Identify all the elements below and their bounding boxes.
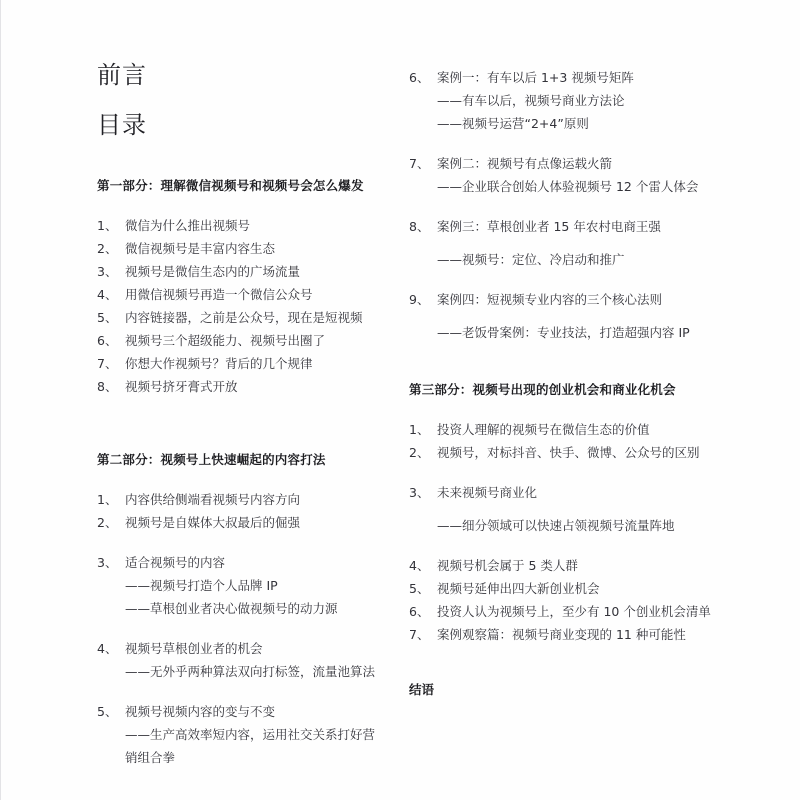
item-text: 案例二：视频号有点像运载火箭 bbox=[437, 156, 613, 171]
item-text: 视频号视频内容的变与不变 bbox=[125, 704, 276, 719]
list-item bbox=[409, 623, 741, 646]
list-item bbox=[409, 481, 741, 504]
item-text: 视频号三个超级能力、视频号出圈了 bbox=[125, 333, 326, 348]
item-number: 7、 bbox=[409, 627, 430, 642]
item-number: 3、 bbox=[409, 485, 430, 500]
list-item bbox=[97, 511, 383, 534]
list-item bbox=[409, 577, 741, 600]
sub-item: ——细分领域可以快速占领视频号流量阵地 bbox=[437, 518, 675, 533]
list-item bbox=[97, 375, 383, 398]
list-item bbox=[409, 215, 741, 238]
item-number: 9、 bbox=[409, 292, 430, 307]
item-number: 8、 bbox=[409, 219, 430, 234]
item-text: 案例四：短视频专业内容的三个核心法则 bbox=[437, 292, 663, 307]
item-text: 视频号挤牙膏式开放 bbox=[125, 379, 238, 394]
sub-item: ——老饭骨案例：专业技法，打造超强内容 IP bbox=[437, 325, 690, 340]
part-two-list bbox=[97, 488, 383, 769]
sub-item: ——草根创业者决心做视频号的动力源 bbox=[125, 601, 338, 616]
item-number: 2、 bbox=[97, 241, 118, 256]
list-item bbox=[409, 288, 741, 311]
item-number: 1、 bbox=[97, 492, 118, 507]
item-number: 5、 bbox=[409, 581, 430, 596]
item-number: 1、 bbox=[409, 422, 430, 437]
part-two-cases-list bbox=[409, 66, 741, 344]
item-text: 微信为什么推出视频号 bbox=[125, 218, 251, 233]
list-item bbox=[409, 554, 741, 577]
item-number: 8、 bbox=[97, 379, 118, 394]
item-text: 视频号是自媒体大叔最后的倔强 bbox=[125, 515, 301, 530]
list-item bbox=[409, 600, 741, 623]
list-item bbox=[97, 214, 383, 237]
list-item bbox=[97, 637, 383, 660]
part-one-list bbox=[97, 214, 383, 398]
item-text: 视频号，对标抖音、快手、微博、公众号的区别 bbox=[437, 445, 700, 460]
item-text: 视频号草根创业者的机会 bbox=[125, 641, 263, 656]
item-number: 4、 bbox=[97, 641, 118, 656]
item-text: 视频号机会属于 5 类人群 bbox=[437, 558, 578, 573]
item-text: 投资人认为视频号上，至少有 10 个创业机会清单 bbox=[437, 604, 711, 619]
part-three-heading: 第三部分：视频号出现的创业机会和商业化机会 bbox=[409, 382, 676, 397]
item-text: 你想大作视频号？背后的几个规律 bbox=[125, 356, 313, 371]
item-number: 4、 bbox=[97, 287, 118, 302]
item-text: 案例一：有车以后 1+3 视频号矩阵 bbox=[437, 70, 634, 85]
right-column bbox=[401, 0, 800, 800]
list-item bbox=[97, 283, 383, 306]
item-number: 4、 bbox=[409, 558, 430, 573]
list-item bbox=[409, 418, 741, 441]
item-number: 6、 bbox=[409, 70, 430, 85]
sub-item: ——视频号打造个人品牌 IP bbox=[125, 578, 278, 593]
item-number: 1、 bbox=[97, 218, 118, 233]
list-item bbox=[409, 152, 741, 175]
sub-item: ——生产高效率短内容，运用社交关系打好营销组合拳 bbox=[125, 727, 376, 765]
item-text: 适合视频号的内容 bbox=[125, 555, 226, 570]
item-number: 3、 bbox=[97, 555, 118, 570]
list-item bbox=[409, 66, 741, 89]
sub-item: ——无外乎两种算法双向打标签，流量池算法 bbox=[125, 664, 376, 679]
item-text: 内容链接器，之前是公众号，现在是短视频 bbox=[125, 310, 363, 325]
sub-item: ——企业联合创始人体验视频号 12 个雷人体会 bbox=[437, 179, 699, 194]
item-number: 7、 bbox=[97, 356, 118, 371]
item-number: 3、 bbox=[97, 264, 118, 279]
item-text: 微信视频号是丰富内容生态 bbox=[125, 241, 276, 256]
list-item bbox=[97, 260, 383, 283]
sub-item: ——有车以后，视频号商业方法论 bbox=[437, 93, 625, 108]
item-text: 案例三：草根创业者 15 年农村电商王强 bbox=[437, 219, 661, 234]
item-number: 5、 bbox=[97, 310, 118, 325]
item-text: 内容供给侧端看视频号内容方向 bbox=[125, 492, 301, 507]
item-number: 7、 bbox=[409, 156, 430, 171]
item-number: 6、 bbox=[409, 604, 430, 619]
item-text: 未来视频号商业化 bbox=[437, 485, 538, 500]
part-two-heading: 第二部分：视频号上快速崛起的内容打法 bbox=[97, 452, 326, 467]
closing-heading: 结语 bbox=[409, 682, 435, 697]
list-item bbox=[97, 488, 383, 511]
item-text: 用微信视频号再造一个微信公众号 bbox=[125, 287, 313, 302]
item-number: 2、 bbox=[409, 445, 430, 460]
list-item bbox=[97, 237, 383, 260]
part-one-heading: 第一部分：理解微信视频号和视频号会怎么爆发 bbox=[97, 178, 364, 193]
list-item bbox=[97, 352, 383, 375]
item-text: 视频号是微信生态内的广场流量 bbox=[125, 264, 301, 279]
sub-item: ——视频号：定位、冷启动和推广 bbox=[437, 252, 625, 267]
toc-heading: 目录 bbox=[97, 111, 147, 139]
list-item bbox=[97, 329, 383, 352]
list-item bbox=[97, 306, 383, 329]
item-text: 投资人理解的视频号在微信生态的价值 bbox=[437, 422, 650, 437]
list-item bbox=[97, 551, 383, 574]
item-text: 案例观察篇：视频号商业变现的 11 种可能性 bbox=[437, 627, 686, 642]
list-item bbox=[409, 441, 741, 464]
sub-item: ——视频号运营“2+4”原则 bbox=[437, 116, 589, 131]
item-text: 视频号延伸出四大新创业机会 bbox=[437, 581, 600, 596]
item-number: 2、 bbox=[97, 515, 118, 530]
part-three-list bbox=[409, 418, 741, 646]
preface-heading: 前言 bbox=[97, 61, 147, 89]
left-column bbox=[1, 0, 401, 800]
item-number: 6、 bbox=[97, 333, 118, 348]
two-column-layout bbox=[1, 0, 800, 800]
list-item bbox=[97, 700, 383, 723]
item-number: 5、 bbox=[97, 704, 118, 719]
